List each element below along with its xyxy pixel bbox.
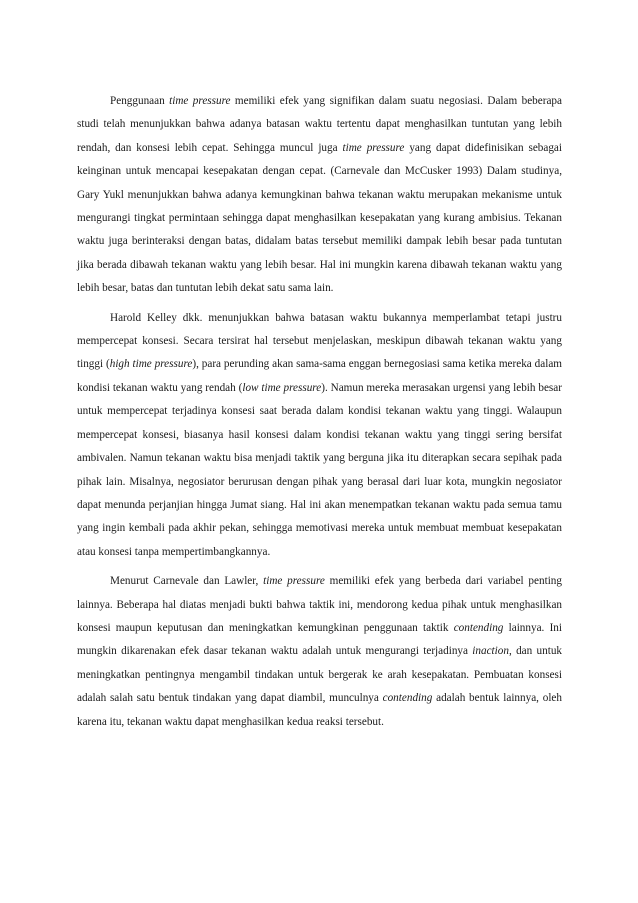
text-run: Harold Kelley dkk. menunjukkan bahwa batasan waktu bukannya memperlambat tetapi justru mempercepat konsesi. Secara tersirat hal tersebut menjelaskan, meskipun dibawah tekanan waktu yang tinggi ( [77, 311, 562, 371]
text-run: yang dapat didefinisikan sebagai keinginan untuk mencapai kesepakatan dengan cepat. (Carnevale dan McCusker 1993) Dalam studinya, Gary Yukl menunjukkan bahwa adanya kemungkinan bahwa tekanan waktu merupakan mekanisme untuk mengurangi tingkat permintaan sehingga dapat menghasilkan kesepakatan yang kurang ambisius. Tekanan waktu juga berinteraksi dengan batas, didalam batas tersebut memiliki dampak lebih besar pada tuntutan jika berada dibawah tekanan waktu yang lebih besar. Hal ini mungkin karena dibawah tekanan waktu yang lebih besar, batas dan tuntutan lebih dekat satu sama lain. [77, 141, 563, 295]
text-run: adalah bentuk lainnya, oleh karena itu, tekanan waktu dapat menghasilkan kedua reaksi tersebut. [77, 692, 562, 728]
document-page [77, 90, 562, 740]
paragraph-1 [77, 90, 562, 301]
italic-term: time pressure [342, 141, 405, 154]
italic-term: contending [453, 621, 504, 634]
italic-term: low time pressure [242, 381, 322, 394]
text-run: memiliki efek yang berbeda dari variabel penting lainnya. Beberapa hal diatas menjadi bukti bahwa taktik ini, mendorong kedua pihak untuk menghasilkan konsesi maupun keputusan dan meningkatkan kemungkinan penggunaan taktik [77, 575, 562, 634]
italic-term: time pressure [263, 575, 325, 588]
text-run: lainnya. Ini mungkin dikarenakan efek dasar tekanan waktu adalah untuk mengurangi terjadinya [77, 621, 562, 658]
text-run: Menurut Carnevale dan Lawler, [110, 575, 264, 588]
text-run: , dan untuk meningkatkan pentingnya mengambil tindakan untuk bergerak ke arah kesepakatan. Pembuatan konsesi adalah salah satu bentuk tindakan yang dapat diambil, munculnya [77, 645, 563, 705]
paragraph-3 [77, 570, 562, 734]
italic-term: high time pressure [109, 358, 193, 371]
italic-term: inaction [472, 645, 509, 658]
italic-term: time pressure [169, 95, 231, 107]
text-run: ), para perunding akan sama-sama enggan bernegosiasi sama ketika mereka dalam kondisi tekanan waktu yang rendah ( [77, 358, 562, 394]
text-run: ). Namun mereka merasakan urgensi yang lebih besar untuk mempercepat terjadinya konsesi saat berada dalam kondisi tekanan waktu yang tinggi. Walaupun mempercepat konsesi, biasanya hasil konsesi dalam kondisi tekanan waktu yang tinggi sering bersifat ambivalen. Namun tekanan waktu bisa menjadi taktik yang berguna jika itu diterapkan secara sepihak pada pihak lain. Misalnya, negosiator berurusan dengan pihak yang berasal dari luar kota, mungkin negosiator dapat menunda perjanjian hingga Jumat siang. Hal ini akan menempatkan tekanan waktu pada semua tamu yang ingin kembali pada akhir pekan, sehingga memotivasi mereka untuk membuat membuat kesepakatan atau konsesi tanpa mempertimbangkannya. [77, 381, 562, 558]
paragraph-2 [77, 307, 562, 564]
text-run: memiliki efek yang signifikan dalam suatu negosiasi. Dalam beberapa studi telah menunjukkan bahwa adanya batasan waktu tertentu dapat menghasilkan tuntutan yang lebih rendah, dan konsesi lebih cepat. Sehingga muncul juga [77, 95, 562, 154]
text-run: Penggunaan [110, 95, 170, 107]
italic-term: contending [382, 692, 433, 705]
